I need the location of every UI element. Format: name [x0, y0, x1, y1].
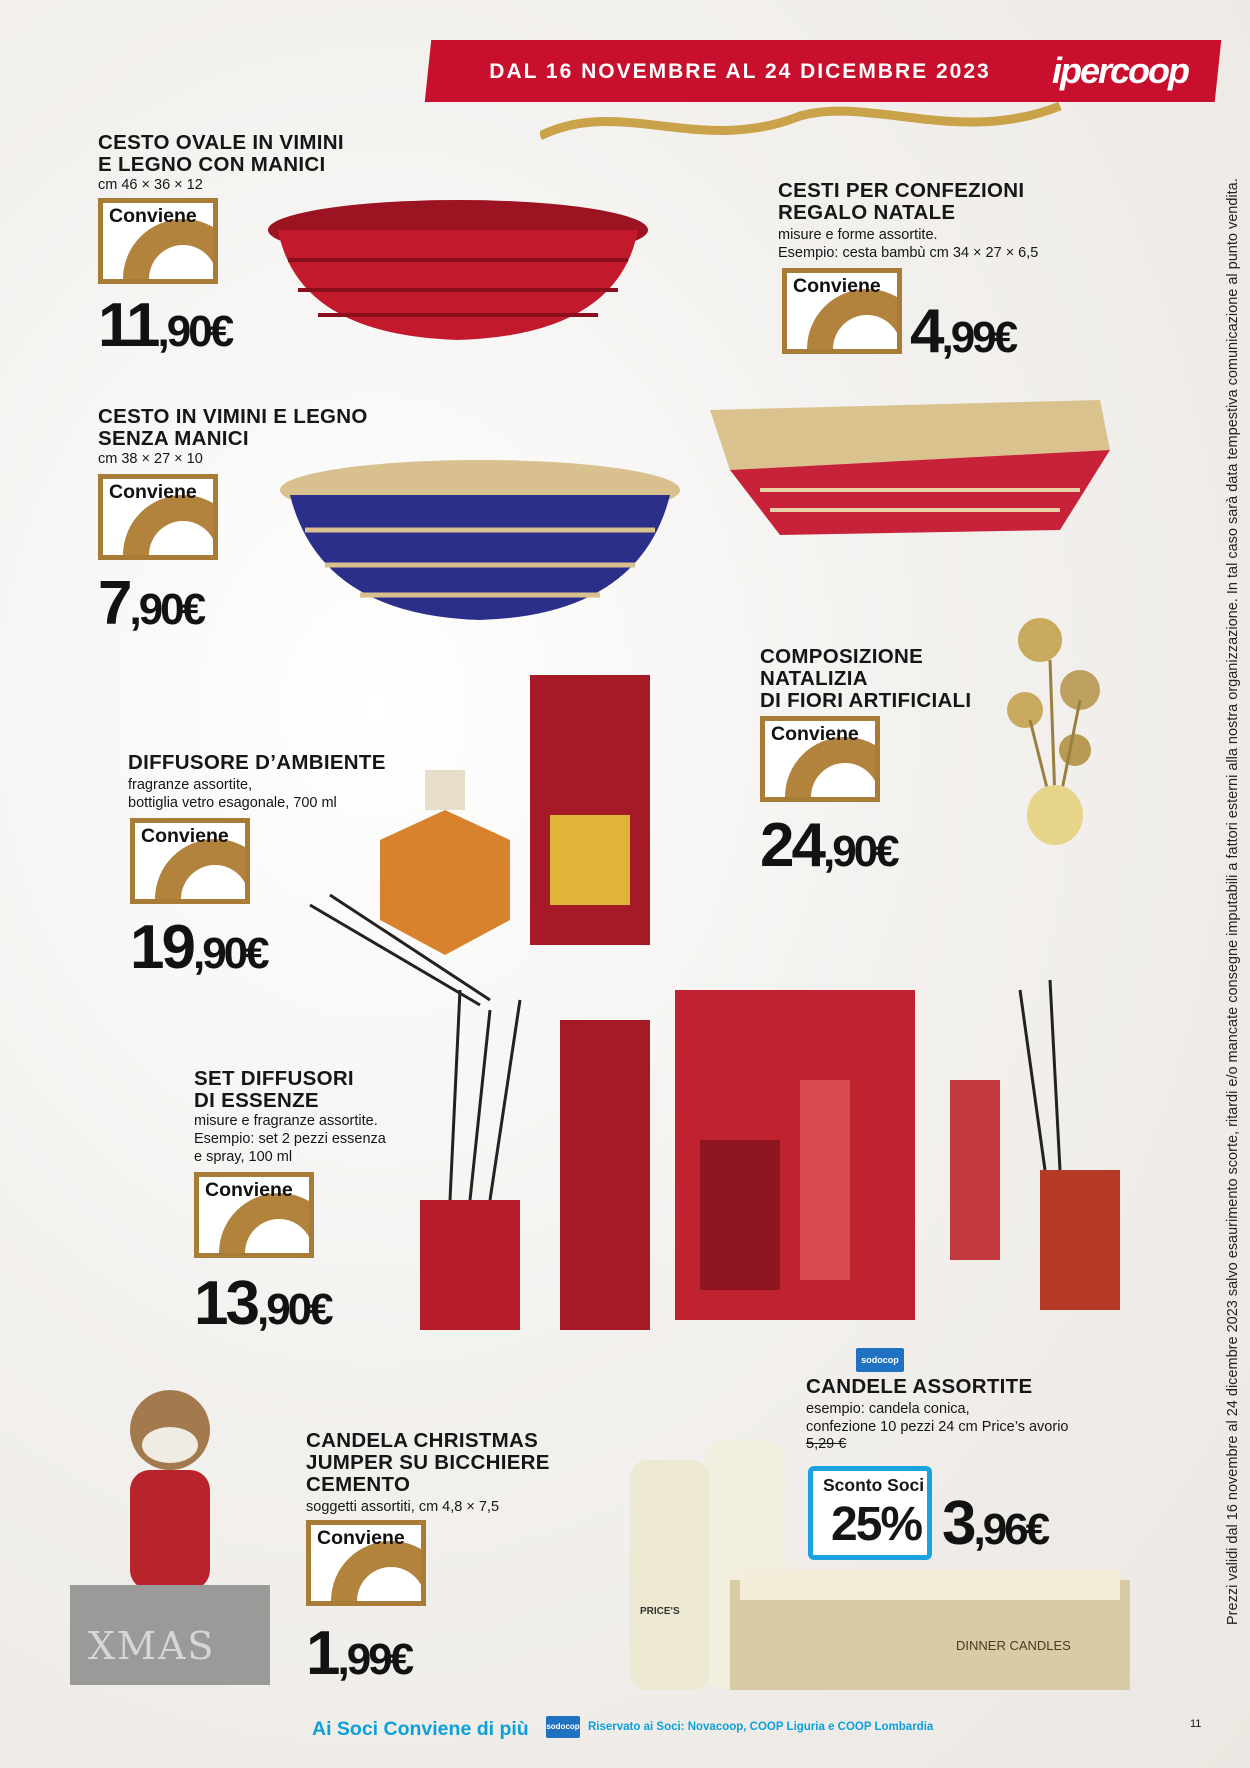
product-title: CANDELE ASSORTITE: [806, 1375, 1033, 1398]
date-range: DAL 16 NOVEMBRE AL 24 DICEMBRE 2023: [489, 60, 991, 83]
conviene-badge: Conviene: [98, 474, 218, 560]
product-price: 3,96€: [942, 1489, 1048, 1558]
product-title: CESTI PER CONFEZIONI REGALO NATALE: [778, 179, 1025, 224]
golden-flower-composition-image: [980, 600, 1130, 850]
red-diffuser-set-image: [400, 980, 1160, 1360]
product-title: DIFFUSORE D’AMBIENTE: [128, 751, 386, 774]
candle-brand-label: PRICE'S: [640, 1606, 680, 1617]
product-desc: Esempio: cesta bambù cm 34 × 27 × 6,5: [778, 245, 1039, 261]
candles-image: [620, 1400, 1170, 1700]
product-desc: misure e fragranze assortite.: [194, 1113, 378, 1129]
page-number: 11: [1190, 1718, 1202, 1730]
product-title: SET DIFFUSORI DI ESSENZE: [194, 1067, 354, 1112]
dinner-candles-label: DINNER CANDLES: [956, 1638, 1071, 1653]
product-title: COMPOSIZIONE NATALIZIA DI FIORI ARTIFICIALI: [760, 645, 972, 712]
conviene-badge: Conviene: [306, 1520, 426, 1606]
product-desc: e spray, 100 ml: [194, 1149, 293, 1165]
product-desc: Esempio: set 2 pezzi essenza: [194, 1131, 386, 1147]
product-price: 4,99€: [910, 297, 1016, 366]
product-desc: cm 46 × 36 × 12: [98, 177, 203, 193]
product-title: CANDELA CHRISTMAS JUMPER SU BICCHIERE CEMENTO: [306, 1429, 550, 1496]
conviene-badge: Conviene: [130, 818, 250, 904]
product-desc: esempio: candela conica,: [806, 1401, 970, 1417]
red-oval-basket-image: [258, 190, 658, 350]
old-price: 5,29 €: [806, 1436, 847, 1452]
product-desc: cm 38 × 27 × 10: [98, 451, 203, 467]
product-price: 1,99€: [306, 1619, 412, 1688]
product-title: CESTO IN VIMINI E LEGNO SENZA MANICI: [98, 405, 368, 450]
red-tray-basket-image: [700, 390, 1120, 540]
product-desc: fragranze assortite,: [128, 777, 253, 793]
conviene-badge: Conviene: [760, 716, 880, 802]
product-price: 19,90€: [130, 913, 267, 982]
footer-sodocop-logo: sodocop: [546, 1716, 580, 1738]
brand-logo: ipercoop: [1051, 50, 1188, 91]
sconto-soci-badge: Sconto Soci 25%: [808, 1466, 932, 1560]
footer-soci-note: Riservato ai Soci: Novacoop, COOP Liguria e COOP Lombardia: [588, 1721, 934, 1733]
product-price: 24,90€: [760, 811, 897, 880]
product-desc: soggetti assortiti, cm 4,8 × 7,5: [306, 1499, 500, 1515]
conviene-badge: Conviene: [782, 268, 902, 354]
product-price: 13,90€: [194, 1269, 331, 1338]
blue-wicker-basket-image: [270, 455, 690, 625]
product-title: CESTO OVALE IN VIMINI E LEGNO CON MANICI: [98, 131, 344, 176]
conviene-badge: Conviene: [194, 1172, 314, 1258]
gold-ribbon-decoration: [540, 96, 1140, 156]
product-desc: misure e forme assortite.: [778, 227, 938, 243]
product-price: 11,90€: [98, 291, 232, 360]
validity-note: Prezzi validi dal 16 novembre al 24 dicembre 2023 salvo esaurimento scorte, ritardi e/o mancate consegne imputabili a fattori esterni alla nostra organizzazione. In tal caso sarà data tempestiva comunicazione al punto vendita.: [1225, 178, 1241, 1625]
product-desc: confezione 10 pezzi 24 cm Price’s avorio: [806, 1419, 1069, 1435]
hexagonal-diffuser-image: [300, 675, 660, 1015]
sodocop-logo: sodocop: [856, 1348, 904, 1372]
conviene-badge: Conviene: [98, 198, 218, 284]
product-desc: bottiglia vetro esagonale, 700 ml: [128, 795, 337, 811]
product-price: 7,90€: [98, 569, 204, 638]
xmas-engraving: XMAS: [88, 1624, 216, 1668]
footer-slogan: Ai Soci Conviene di più: [312, 1718, 529, 1740]
